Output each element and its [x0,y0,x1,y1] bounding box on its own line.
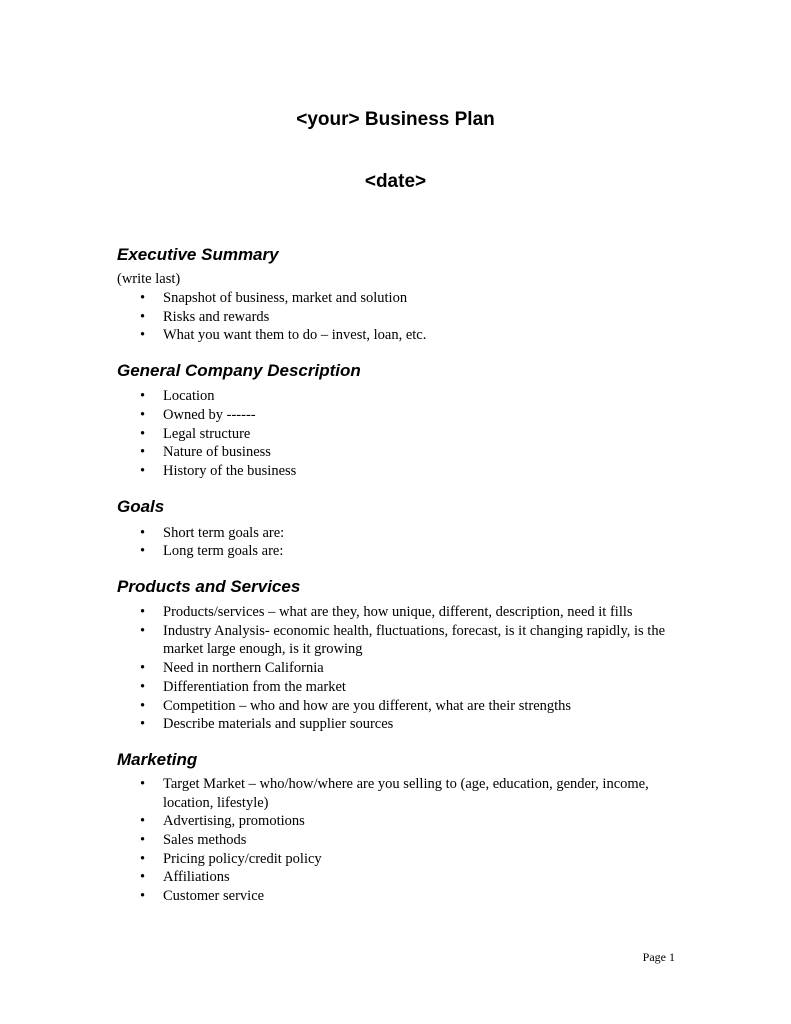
section-marketing [117,749,717,906]
list-item: • Owned by ------ [117,406,673,425]
list-item: • Snapshot of business, market and solution [117,289,673,308]
section-goals [117,496,717,561]
section-executive-summary [117,244,717,345]
document-body [117,244,717,906]
list-item: • Products/services – what are they, how unique, different, description, need it fills [117,603,673,622]
page-number: Page 1 [642,950,675,964]
list-item: • Nature of business [117,443,673,462]
list-item: • Industry Analysis- economic health, fluctuations, forecast, is it changing rapidly, is the market large enough, is it growing [117,622,673,659]
list-item: • Long term goals are: [117,542,673,561]
section-products-and-services [117,576,717,734]
list-item: • Affiliations [117,868,673,887]
section-note: (write last) [117,271,181,287]
list-item: • Short term goals are: [117,524,673,543]
list-item: • Differentiation from the market [117,678,673,697]
list-item: • Pricing policy/credit policy [117,850,673,869]
section-general-company-description [117,360,717,481]
bullet-list [117,775,717,906]
list-item: • Risks and rewards [117,308,673,327]
list-item: • Location [117,387,673,406]
section-heading: Goals [117,496,165,516]
section-heading: Executive Summary [117,245,279,264]
list-item: • Customer service [117,887,673,906]
bullet-list [117,387,717,481]
bullet-list [117,289,717,345]
document-title: <your> Business Plan [296,109,495,130]
document-date: <date> [364,171,427,192]
list-item: • History of the business [117,462,673,481]
list-item: • Need in northern California [117,659,673,678]
list-item: • Describe materials and supplier sources [117,715,673,734]
section-heading: Marketing [117,749,198,769]
section-heading: General Company Description [117,361,361,381]
list-item: • Competition – who and how are you different, what are their strengths [117,697,673,716]
list-item: • Advertising, promotions [117,812,673,831]
list-item: • What you want them to do – invest, loan, etc. [117,326,673,345]
section-heading: Products and Services [117,577,301,597]
bullet-list [117,524,717,561]
list-item: • Legal structure [117,425,673,444]
bullet-list [117,603,717,734]
list-item: • Target Market – who/how/where are you selling to (age, education, gender, income, location, lifestyle) [117,775,673,812]
list-item: • Sales methods [117,831,673,850]
